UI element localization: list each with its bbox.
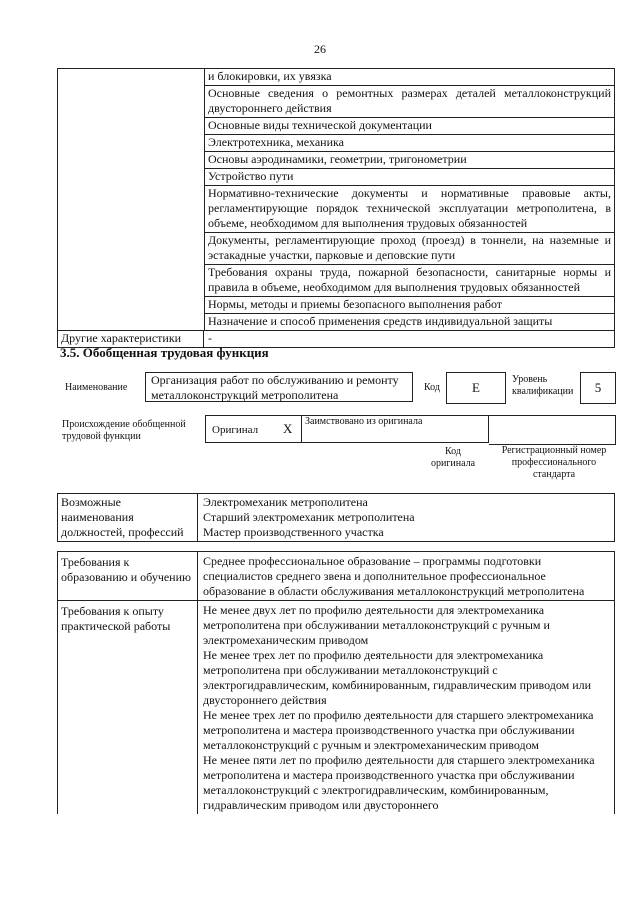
- knowledge-list: [205, 69, 614, 330]
- registration-caption: Регистрационный номер профессионального стандарта: [501, 445, 607, 480]
- section-title: 3.5. Обобщенная трудовая функция: [60, 345, 269, 360]
- code-label: Код: [424, 382, 440, 393]
- positions-label: Возможные наименования должностей, профессий: [58, 494, 198, 541]
- positions-list: [199, 494, 614, 541]
- experience-item: Не менее трех лет по профилю деятельности для электромеханика метрополитена при обслуживании металлоконструкций с электрогидравлическим, комбинированным, гидравлическим приводом или двустороннего действия: [203, 648, 592, 707]
- knowledge-item: Требования охраны труда, пожарной безопасности, санитарные нормы и правила в объеме, необходимом для выполнения трудовых обязанностей: [205, 264, 614, 296]
- original-mark: X: [283, 421, 293, 436]
- origin-label: Происхождение обобщенной трудовой функции: [62, 419, 186, 442]
- knowledge-table: [57, 68, 615, 348]
- function-code: E: [446, 372, 506, 404]
- name-label: Наименование: [65, 382, 128, 393]
- code-original-caption: Код оригинала: [430, 446, 476, 469]
- knowledge-item: Основные сведения о ремонтных размерах деталей металлоконструкций двустороннего действия: [205, 85, 614, 117]
- positions-row: [58, 494, 614, 541]
- original-cell: Оригинал: [205, 415, 302, 443]
- experience-item: Не менее пяти лет по профилю деятельности для старшего электромеханика метрополитена и мастера производственного участка при обслуживании металлоконструкций с электрогидравлическим, комбинированным, гидравлическим приводом или двустороннего: [203, 753, 595, 812]
- position-item: Старший электромеханик метрополитена: [203, 510, 415, 524]
- knowledge-item: Нормативно-технические документы и нормативные правовые акты, регламентирующие порядок технической эксплуатации метрополитена, в объеме, необходимом для выполнения трудовых обязанностей: [205, 185, 614, 232]
- knowledge-label-cell: [58, 69, 205, 330]
- education-row: [58, 552, 614, 600]
- experience-item: Не менее трех лет по профилю деятельности для старшего электромеханика метрополитена и мастера производственного участка при обслуживании металлоконструкций с ручным и электромеханическим приводом: [203, 708, 594, 752]
- knowledge-item: Основные виды технической документации: [205, 117, 614, 134]
- level-label: Уровень квалификации: [512, 374, 574, 397]
- knowledge-item: Основы аэродинамики, геометрии, тригонометрии: [205, 151, 614, 168]
- knowledge-item: Электротехника, механика: [205, 134, 614, 151]
- function-name: Организация работ по обслуживанию и ремонту металлоконструкций метрополитена: [145, 372, 413, 402]
- positions-table: [57, 493, 615, 542]
- knowledge-item: Документы, регламентирующие проход (проезд) в тоннели, на наземные и эстакадные участки, парковые и деповские пути: [205, 232, 614, 264]
- position-item: Электромеханик метрополитена: [203, 495, 368, 509]
- qualification-level: 5: [580, 372, 616, 404]
- position-item: Мастер производственного участка: [203, 525, 384, 539]
- registration-cell: [489, 415, 616, 445]
- other-characteristics-label: Другие характеристики: [58, 331, 204, 347]
- experience-label: Требования к опыту практической работы: [58, 601, 198, 814]
- education-label: Требования к образованию и обучению: [58, 552, 198, 600]
- experience-list: [199, 601, 614, 814]
- knowledge-item: Нормы, методы и приемы безопасного выполнения работ: [205, 296, 614, 313]
- knowledge-item: Назначение и способ применения средств индивидуальной защиты: [205, 313, 614, 330]
- experience-item: Не менее двух лет по профилю деятельности для электромеханика метрополитена при обслуживании металлоконструкций с ручным и электромеханическим приводом: [203, 603, 550, 647]
- other-characteristics-value: -: [208, 331, 212, 345]
- knowledge-item: и блокировки, их увязка: [208, 69, 332, 83]
- knowledge-group: [58, 69, 614, 330]
- borrowed-cell: Заимствовано из оригинала: [302, 415, 489, 443]
- requirements-table: [57, 551, 615, 814]
- page-number: 26: [314, 42, 326, 56]
- knowledge-item: Устройство пути: [205, 168, 614, 185]
- experience-row: [58, 600, 614, 814]
- education-value: Среднее профессиональное образование – программы подготовки специалистов среднего звена и дополнительное профессиональное образование в области обслуживания металлоконструкций метрополитена: [203, 554, 585, 598]
